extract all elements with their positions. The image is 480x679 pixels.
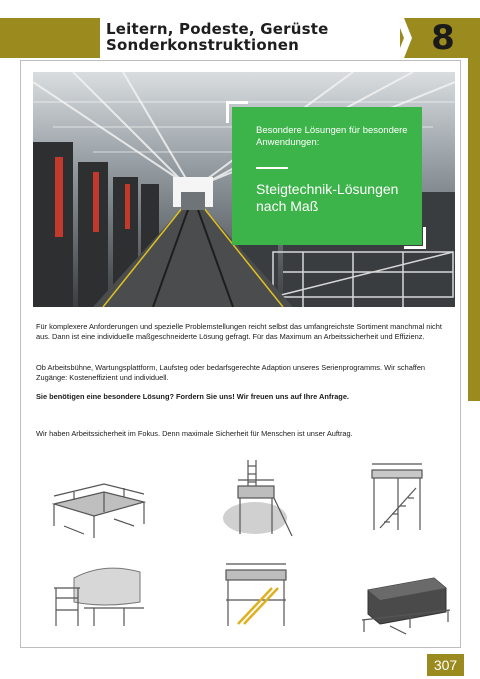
product-image-vehicle-access-platform bbox=[44, 558, 154, 636]
chevron-divider-icon bbox=[396, 18, 416, 58]
chapter-title-line1: Leitern, Podeste, Gerüste bbox=[106, 20, 329, 38]
product-image-platform-walkway bbox=[44, 464, 154, 542]
body-paragraph-cta: Sie benötigen eine besondere Lösung? Fordern Sie uns! Wir freuen uns auf Ihre Anfrage. bbox=[36, 392, 349, 401]
page-header bbox=[0, 18, 480, 58]
body-paragraph-1: Für komplexere Anforderungen und spezielle Problemstellungen reicht selbst das umfangreichste Sortiment manchmal nicht aus. Dann ist eine individuelle maßgeschneiderte Lösung gefragt. Für das Maximum an Arbeitssicherheit und Effizienz. bbox=[36, 322, 442, 341]
hero-divider bbox=[256, 167, 288, 169]
body-paragraph-4: Wir haben Arbeitssicherheit im Fokus. Denn maximale Sicherheit für Menschen ist unser Auftrag. bbox=[36, 429, 353, 438]
green-box-corner-bottom-right bbox=[404, 227, 426, 249]
product-image-maintenance-stairs bbox=[200, 556, 310, 634]
chapter-number: 8 bbox=[431, 18, 455, 58]
chapter-title bbox=[106, 21, 328, 53]
hero-headline: Steigtechnik-Lösungen nach Maß bbox=[256, 181, 399, 214]
chapter-title-line2: Sonderkonstruktionen bbox=[106, 36, 299, 54]
side-accent-bar bbox=[468, 58, 480, 401]
product-image-stair-tower bbox=[350, 460, 460, 538]
product-image-tower-platform bbox=[200, 456, 310, 534]
body-paragraph-2: Ob Arbeitsbühne, Wartungsplattform, Laufsteg oder bedarfsgerechte Adaption unseres Serienprogramms. Wir schaffen Zugänge: Kosteneffizient und individuell. bbox=[36, 363, 426, 382]
product-image-enclosure-platform bbox=[350, 560, 460, 638]
hero-callout-box bbox=[232, 107, 422, 245]
page-number: 307 bbox=[427, 654, 464, 676]
hero-subtitle: Besondere Lösungen für besondere Anwendungen: bbox=[256, 125, 408, 148]
header-accent-bar bbox=[0, 18, 100, 58]
